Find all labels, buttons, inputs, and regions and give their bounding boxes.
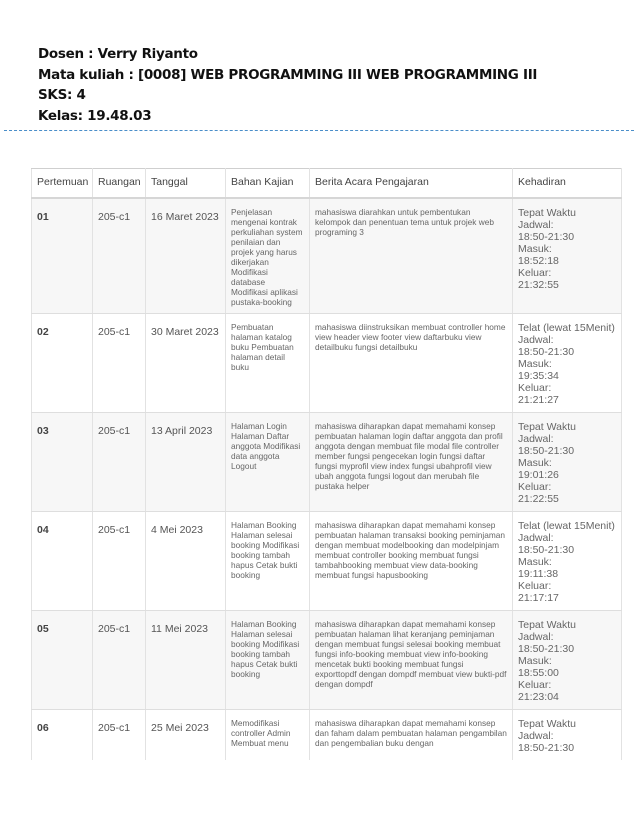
meeting-number-cell (32, 314, 93, 413)
date-cell (146, 611, 226, 710)
teaching-report-cell (310, 198, 513, 314)
check-out-time: 21:22:55 (518, 493, 559, 505)
dashed-divider (4, 130, 634, 131)
room: 205-c1 (98, 326, 131, 338)
meeting-number: 06 (37, 722, 49, 734)
date: 4 Mei 2023 (151, 524, 203, 536)
attendance-cell (513, 611, 622, 710)
attendance-table (31, 168, 622, 760)
room: 205-c1 (98, 524, 131, 536)
check-out-label: Keluar: (518, 481, 552, 493)
check-out-label: Keluar: (518, 267, 552, 279)
teaching-report-text: mahasiswa diharapkan dapat memahami konsep pembuatan halaman transaksi booking peminjaman dengan membuat modelbooking dan modelpinjam membuat controller booking membuat fungsi tambahbooking membuat view data-booking membuat fungsi hapusbooking (315, 520, 506, 580)
meeting-number-cell (32, 413, 93, 512)
attendance-cell (513, 314, 622, 413)
date-cell (146, 512, 226, 611)
check-in-label: Masuk: (518, 358, 552, 370)
schedule-label: Jadwal: (518, 433, 554, 445)
schedule-time: 18:50-21:30 (518, 544, 575, 556)
column-header-ruangan: Ruangan (93, 169, 146, 199)
attendance-cell (513, 198, 622, 314)
topic-cell (226, 198, 310, 314)
teaching-report-cell (310, 710, 513, 761)
meeting-number-cell (32, 710, 93, 761)
attendance-status: Tepat Waktu (518, 619, 576, 631)
room: 205-c1 (98, 623, 131, 635)
date: 16 Maret 2023 (151, 211, 219, 223)
topic-text: Halaman Login Halaman Daftar anggota Modifikasi data anggota Logout (231, 421, 301, 471)
meeting-number-cell (32, 512, 93, 611)
check-out-time: 21:21:27 (518, 394, 559, 406)
room-cell (93, 611, 146, 710)
teaching-report-cell (310, 314, 513, 413)
meeting-number: 03 (37, 425, 49, 437)
date-cell (146, 413, 226, 512)
date-cell (146, 198, 226, 314)
check-out-label: Keluar: (518, 679, 552, 691)
attendance-status: Telat (lewat 15Menit) (518, 322, 615, 334)
meeting-number: 05 (37, 623, 49, 635)
schedule-time: 18:50-21:30 (518, 346, 575, 358)
topic-text: Halaman Booking Halaman selesai booking Modifikasi booking tambah hapus Cetak bukti booking (231, 520, 300, 580)
schedule-label: Jadwal: (518, 334, 554, 346)
check-out-time: 21:17:17 (518, 592, 559, 604)
attendance-cell (513, 710, 622, 761)
table-row (32, 611, 622, 710)
column-header-kehadiran: Kehadiran (513, 169, 622, 199)
check-in-time: 18:55:00 (518, 667, 559, 679)
check-out-label: Keluar: (518, 580, 552, 592)
teaching-report-text: mahasiswa diharapkan dapat memahami konsep pembuatan halaman lihat keranjang peminjaman dengan membuat fungsi selesai booking membuat fungsi info-booking membuat view info-booking mencetak bukti booking membuat fungsi exporttopdf dengan dompdf membuat view bukti-pdf dengan dompdf (315, 619, 507, 689)
teaching-report-cell (310, 512, 513, 611)
meeting-number: 04 (37, 524, 49, 536)
room: 205-c1 (98, 425, 131, 437)
credit-units: SKS: 4 (38, 87, 86, 103)
teaching-report-text: mahasiswa diarahkan untuk pembentukan kelompok dan penentuan tema untuk projek web programing 3 (315, 207, 494, 237)
attendance-status: Tepat Waktu (518, 718, 576, 730)
schedule-label: Jadwal: (518, 532, 554, 544)
date: 25 Mei 2023 (151, 722, 209, 734)
table-row (32, 710, 622, 761)
room: 205-c1 (98, 722, 131, 734)
table-row (32, 198, 622, 314)
schedule-label: Jadwal: (518, 730, 554, 742)
date: 30 Maret 2023 (151, 326, 219, 338)
meeting-number-cell (32, 198, 93, 314)
schedule-time: 18:50-21:30 (518, 231, 575, 243)
room-cell (93, 198, 146, 314)
meeting-number: 02 (37, 326, 49, 338)
column-header-bahan-kajian: Bahan Kajian (226, 169, 310, 199)
room-cell (93, 512, 146, 611)
date: 11 Mei 2023 (151, 623, 209, 635)
attendance-status: Tepat Waktu (518, 207, 576, 219)
check-out-time: 21:32:55 (518, 279, 559, 291)
topic-cell (226, 413, 310, 512)
check-in-label: Masuk: (518, 457, 552, 469)
attendance-cell (513, 413, 622, 512)
topic-text: Pembuatan halaman katalog buku Pembuatan halaman detail buku (231, 322, 294, 372)
topic-text: Memodifikasi controller Admin Membuat menu (231, 718, 291, 748)
attendance-cell (513, 512, 622, 611)
table-header-row (32, 169, 622, 199)
document-header (38, 44, 537, 126)
table-row (32, 512, 622, 611)
table-row (32, 413, 622, 512)
topic-cell (226, 710, 310, 761)
attendance-status: Telat (lewat 15Menit) (518, 520, 615, 532)
date-cell (146, 314, 226, 413)
schedule-label: Jadwal: (518, 219, 554, 231)
course-title: Mata kuliah : [0008] WEB PROGRAMMING III WEB PROGRAMMING III (38, 66, 538, 83)
room-cell (93, 413, 146, 512)
meeting-number-cell (32, 611, 93, 710)
room-cell (93, 314, 146, 413)
topic-text: Penjelasan mengenai kontrak perkuliahan system penilaian dan projek yang harus dikerjakan Modifikasi database Modifikasi aplikasi pustaka-booking (231, 207, 303, 307)
column-header-tanggal: Tanggal (146, 169, 226, 199)
date: 13 April 2023 (151, 425, 213, 437)
schedule-label: Jadwal: (518, 631, 554, 643)
lecturer-name: Dosen : Verry Riyanto (38, 46, 198, 62)
teaching-report-cell (310, 413, 513, 512)
topic-cell (226, 314, 310, 413)
topic-cell (226, 512, 310, 611)
topic-cell (226, 611, 310, 710)
column-header-pertemuan: Pertemuan (32, 169, 93, 199)
check-in-time: 19:01:26 (518, 469, 559, 481)
topic-text: Halaman Booking Halaman selesai booking Modifikasi booking tambah hapus Cetak bukti booking (231, 619, 300, 679)
check-out-label: Keluar: (518, 382, 552, 394)
attendance-status: Tepat Waktu (518, 421, 576, 433)
room-cell (93, 710, 146, 761)
check-in-label: Masuk: (518, 556, 552, 568)
meeting-number: 01 (37, 211, 49, 223)
teaching-report-text: mahasiswa diharapkan dapat memahami konsep pembuatan halaman login daftar anggota dan profil anggota dengan membuat file modal file controller member fungsi pengecekan login fungsi daftar fungsi myprofil view index fungsi ubahprofil view ubah anggota fungsi logout dan merubah file pustaka helper (315, 421, 503, 491)
class-code: Kelas: 19.48.03 (38, 107, 152, 124)
schedule-time: 18:50-21:30 (518, 445, 575, 457)
teaching-report-cell (310, 611, 513, 710)
table-row (32, 314, 622, 413)
check-in-label: Masuk: (518, 655, 552, 667)
schedule-time: 18:50-21:30 (518, 742, 575, 754)
room: 205-c1 (98, 211, 131, 223)
column-header-berita-acara: Berita Acara Pengajaran (310, 169, 513, 199)
check-in-time: 19:35:34 (518, 370, 559, 382)
teaching-report-text: mahasiswa diinstruksikan membuat controller home view header view footer view daftarbuku view detailbuku fungsi detailbuku (315, 322, 506, 352)
schedule-time: 18:50-21:30 (518, 643, 575, 655)
check-in-label: Masuk: (518, 243, 552, 255)
check-out-time: 21:23:04 (518, 691, 559, 703)
date-cell (146, 710, 226, 761)
check-in-time: 19:11:38 (518, 568, 559, 580)
check-in-time: 18:52:18 (518, 255, 559, 267)
teaching-report-text: mahasiswa diharapkan dapat memahami konsep dan faham dalam pembuatan halaman pengambilan dan pengembalian buku dengan (315, 718, 507, 748)
